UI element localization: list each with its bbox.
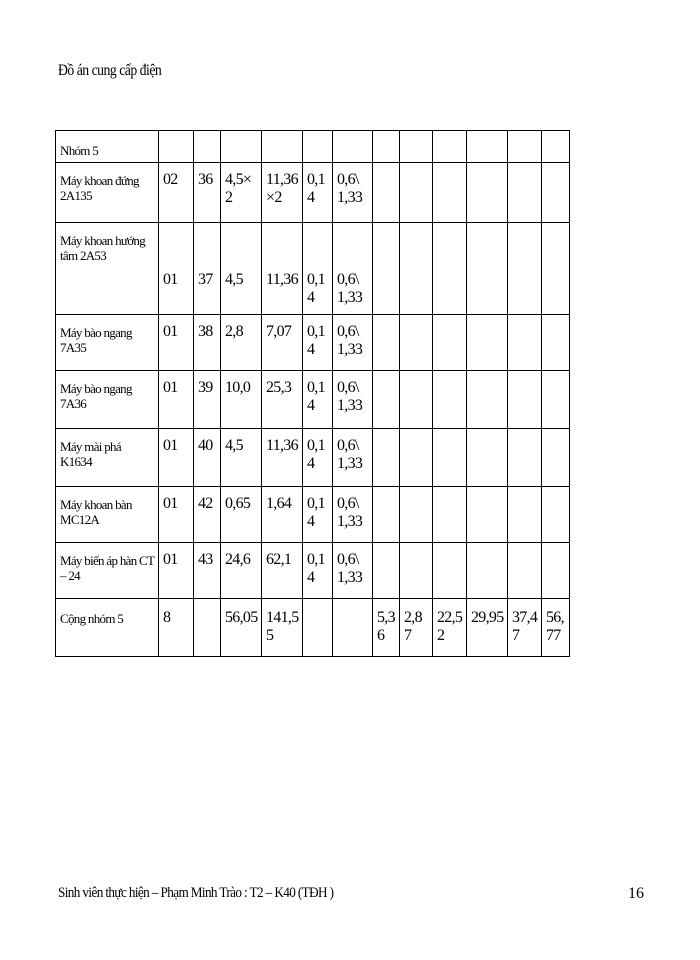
empty-cell (303, 131, 333, 163)
value-cell-text (467, 543, 507, 551)
value-cell (467, 315, 508, 371)
value-cell (373, 163, 400, 223)
value-cell-text: 36 (198, 171, 213, 188)
value-cell (508, 487, 542, 543)
value-cell-text: 38 (198, 323, 213, 340)
value-cell (400, 163, 433, 223)
empty-cell (333, 131, 373, 163)
value-cell-text (508, 487, 541, 495)
value-cell (221, 543, 262, 599)
equipment-table-wrapper (55, 130, 570, 657)
empty-cell (400, 131, 433, 163)
equipment-name-cell-text: Máy bào ngang 7A35 (60, 325, 135, 355)
value-cell (303, 371, 333, 429)
value-cell-text (542, 223, 569, 271)
value-cell-text: 0,1 4 (307, 323, 325, 358)
value-cell-text (373, 543, 399, 551)
value-cell (467, 543, 508, 599)
table-row (56, 163, 570, 223)
value-cell (333, 223, 373, 315)
document-header: Đồ án cung cấp điện (58, 62, 162, 79)
value-cell (262, 315, 303, 371)
value-cell (262, 223, 303, 315)
value-cell (262, 163, 303, 223)
total-value-cell-text: 8 (163, 609, 171, 626)
value-cell (262, 487, 303, 543)
value-cell-text (467, 223, 507, 271)
table-row (56, 543, 570, 599)
value-cell-text: 0,1 4 (307, 551, 325, 586)
value-cell (467, 429, 508, 487)
value-cell (159, 371, 194, 429)
total-value-cell-text: 29,95 (471, 609, 504, 626)
value-cell (373, 487, 400, 543)
value-cell (433, 543, 467, 599)
value-cell-text: 0,6\ 1,33 (337, 437, 363, 472)
value-cell (508, 543, 542, 599)
value-cell-text (542, 163, 569, 171)
value-cell (194, 315, 221, 371)
value-cell (467, 487, 508, 543)
empty-cell (467, 131, 508, 163)
value-cell (194, 429, 221, 487)
value-cell (373, 315, 400, 371)
value-cell-text (467, 371, 507, 379)
empty-cell (433, 131, 467, 163)
document-footer: Sinh viên thực hiện – Phạm Minh Trào : T2 – K40 (TĐH ) (58, 885, 334, 901)
value-cell-text: 7,07 (266, 323, 292, 340)
value-cell (333, 543, 373, 599)
total-value-cell (508, 599, 542, 657)
equipment-name-cell (56, 487, 159, 543)
total-value-cell-text: 22,5 2 (437, 609, 463, 644)
table-row-total (56, 599, 570, 657)
value-cell (159, 315, 194, 371)
page-number: 16 (628, 885, 644, 902)
total-value-cell (159, 599, 194, 657)
value-cell-text (542, 487, 569, 495)
value-cell-text (508, 223, 541, 271)
value-cell (194, 487, 221, 543)
value-cell-text (400, 163, 432, 171)
value-cell (542, 487, 570, 543)
total-value-cell (262, 599, 303, 657)
equipment-name-cell-text: Máy biến áp hàn CT – 24 (60, 553, 155, 583)
value-cell-text: 4,5 (225, 437, 243, 454)
total-value-cell-text: 37,4 7 (512, 609, 538, 644)
value-cell (333, 163, 373, 223)
value-cell-text (433, 223, 466, 271)
empty-cell (508, 131, 542, 163)
total-value-cell (542, 599, 570, 657)
value-cell-text: 0,6\ 1,33 (337, 323, 363, 358)
value-cell (221, 371, 262, 429)
value-cell (262, 429, 303, 487)
equipment-name-cell (56, 429, 159, 487)
value-cell-text: 11,36 ×2 (266, 171, 298, 206)
value-cell (303, 487, 333, 543)
value-cell-text: 01 (163, 437, 178, 454)
value-cell (194, 371, 221, 429)
equipment-name-cell (56, 223, 159, 315)
value-cell (400, 371, 433, 429)
value-cell-text: 0,6\ 1,33 (337, 171, 363, 206)
value-cell (194, 543, 221, 599)
value-cell (433, 223, 467, 315)
value-cell (221, 487, 262, 543)
value-cell-text (433, 543, 466, 551)
value-cell (542, 543, 570, 599)
empty-cell (542, 131, 570, 163)
total-name-cell-text: Cộng nhóm 5 (60, 611, 124, 626)
value-cell-text: 39 (198, 379, 213, 396)
value-cell-text (400, 223, 432, 271)
value-cell (221, 223, 262, 315)
value-cell (262, 543, 303, 599)
total-value-cell (194, 599, 221, 657)
value-cell-text: 24,6 (225, 551, 251, 568)
table-row (56, 429, 570, 487)
value-cell-text: 01 (163, 379, 178, 396)
value-cell-text: 42 (198, 495, 213, 512)
total-value-cell (303, 599, 333, 657)
value-cell-text: 0,1 4 (307, 495, 325, 530)
value-cell-text: 10,0 (225, 379, 251, 396)
value-cell (400, 543, 433, 599)
value-cell-text (373, 223, 399, 271)
value-cell-text (433, 315, 466, 323)
value-cell-text (467, 163, 507, 171)
empty-cell (194, 131, 221, 163)
value-cell-text (433, 429, 466, 437)
value-cell-text: 0,1 4 (307, 437, 325, 472)
total-value-cell-text: 5,3 6 (377, 609, 395, 644)
total-value-cell (467, 599, 508, 657)
value-cell (303, 223, 333, 315)
value-cell (221, 163, 262, 223)
table-row (56, 223, 570, 315)
value-cell (194, 223, 221, 315)
equipment-table (55, 130, 570, 657)
total-value-cell-text: 56, 77 (546, 609, 564, 644)
equipment-name-cell (56, 371, 159, 429)
value-cell-text: 43 (198, 551, 213, 568)
value-cell (542, 163, 570, 223)
value-cell-text (373, 163, 399, 171)
value-cell-text: 4,5×2 (225, 171, 252, 206)
total-value-cell-text: 141,5 5 (266, 609, 299, 644)
value-cell-text: 40 (198, 437, 213, 454)
empty-cell (373, 131, 400, 163)
value-cell (333, 487, 373, 543)
equipment-name-cell-text: Máy khoan bàn MC12A (60, 497, 132, 527)
value-cell (221, 429, 262, 487)
empty-cell (221, 131, 262, 163)
value-cell-text (542, 543, 569, 551)
value-cell (542, 315, 570, 371)
equipment-name-cell-text: Máy khoan hướng tâm 2A53 (60, 233, 146, 263)
value-cell (467, 223, 508, 315)
value-cell-text: 0,1 4 (307, 271, 325, 306)
value-cell (373, 543, 400, 599)
value-cell-text: 62,1 (266, 551, 292, 568)
value-cell-text: 37 (198, 271, 213, 288)
value-cell-text (467, 429, 507, 437)
value-cell (508, 315, 542, 371)
total-value-cell-text (333, 599, 372, 609)
table-row (56, 315, 570, 371)
total-value-cell-text (194, 599, 220, 609)
table-row-group-header (56, 131, 570, 163)
value-cell (373, 223, 400, 315)
value-cell-text: 0,6\ 1,33 (337, 271, 363, 306)
value-cell (333, 315, 373, 371)
total-value-cell-text: 56,05 (225, 609, 258, 626)
equipment-name-cell (56, 163, 159, 223)
group-label-cell (56, 131, 159, 163)
value-cell-text (467, 315, 507, 323)
value-cell-text (508, 543, 541, 551)
value-cell (467, 371, 508, 429)
value-cell (373, 371, 400, 429)
empty-cell (159, 131, 194, 163)
value-cell (159, 163, 194, 223)
value-cell-text (400, 429, 432, 437)
value-cell-text: 0,6\ 1,33 (337, 495, 363, 530)
value-cell (159, 223, 194, 315)
value-cell (159, 429, 194, 487)
value-cell (303, 429, 333, 487)
value-cell-text (373, 487, 399, 495)
value-cell-text: 11,36 (266, 271, 298, 288)
value-cell (400, 315, 433, 371)
table-row (56, 487, 570, 543)
value-cell-text: 4,5 (225, 271, 243, 288)
value-cell (433, 487, 467, 543)
value-cell-text: 0,1 4 (307, 379, 325, 414)
value-cell-text (467, 487, 507, 495)
value-cell (467, 163, 508, 223)
equipment-name-cell (56, 315, 159, 371)
value-cell-text: 01 (163, 551, 178, 568)
value-cell-text (400, 315, 432, 323)
value-cell-text (542, 315, 569, 323)
value-cell-text (433, 371, 466, 379)
equipment-name-cell (56, 543, 159, 599)
value-cell-text (508, 163, 541, 171)
value-cell (400, 429, 433, 487)
value-cell-text: 01 (163, 495, 178, 512)
value-cell-text (433, 163, 466, 171)
total-value-cell (333, 599, 373, 657)
value-cell-text: 01 (163, 323, 178, 340)
value-cell (333, 429, 373, 487)
value-cell-text: 0,6\ 1,33 (337, 551, 363, 586)
value-cell-text (508, 315, 541, 323)
value-cell (373, 429, 400, 487)
value-cell-text (373, 315, 399, 323)
total-name-cell (56, 599, 159, 657)
value-cell-text: 25,3 (266, 379, 292, 396)
value-cell-text (400, 371, 432, 379)
value-cell (433, 163, 467, 223)
value-cell (542, 223, 570, 315)
value-cell (262, 371, 303, 429)
group-label-cell-text: Nhóm 5 (60, 143, 99, 158)
value-cell (542, 429, 570, 487)
total-value-cell (373, 599, 400, 657)
value-cell (194, 163, 221, 223)
value-cell (433, 315, 467, 371)
value-cell-text (373, 429, 399, 437)
value-cell (433, 429, 467, 487)
value-cell (433, 371, 467, 429)
value-cell (303, 163, 333, 223)
empty-cell (262, 131, 303, 163)
value-cell (508, 371, 542, 429)
value-cell (508, 223, 542, 315)
value-cell-text (373, 371, 399, 379)
value-cell-text (400, 487, 432, 495)
value-cell-text (400, 543, 432, 551)
total-value-cell (221, 599, 262, 657)
value-cell-text (542, 371, 569, 379)
value-cell-text: 0,65 (225, 495, 251, 512)
total-value-cell-text: 2,87 (404, 609, 422, 644)
value-cell-text (433, 487, 466, 495)
value-cell (159, 487, 194, 543)
value-cell (542, 371, 570, 429)
equipment-name-cell-text: Máy bào ngang 7A36 (60, 381, 135, 411)
value-cell-text (542, 429, 569, 437)
value-cell (400, 487, 433, 543)
total-value-cell (433, 599, 467, 657)
value-cell (303, 315, 333, 371)
value-cell-text (508, 371, 541, 379)
total-value-cell (400, 599, 433, 657)
value-cell (333, 371, 373, 429)
value-cell-text: 01 (163, 271, 178, 288)
equipment-name-cell-text: Máy mài phá K1634 (60, 439, 124, 469)
value-cell-text: 0,1 4 (307, 171, 325, 206)
value-cell (508, 429, 542, 487)
value-cell-text: 11,36 (266, 437, 298, 454)
equipment-name-cell-text: Máy khoan đứng 2A135 (60, 173, 139, 203)
value-cell-text: 0,6\ 1,33 (337, 379, 363, 414)
value-cell (303, 543, 333, 599)
value-cell (159, 543, 194, 599)
total-value-cell-text (303, 599, 332, 609)
table-row (56, 371, 570, 429)
value-cell-text: 02 (163, 171, 178, 188)
value-cell (508, 163, 542, 223)
value-cell (400, 223, 433, 315)
value-cell-text (508, 429, 541, 437)
value-cell (221, 315, 262, 371)
value-cell-text: 1,64 (266, 495, 292, 512)
value-cell-text: 2,8 (225, 323, 243, 340)
